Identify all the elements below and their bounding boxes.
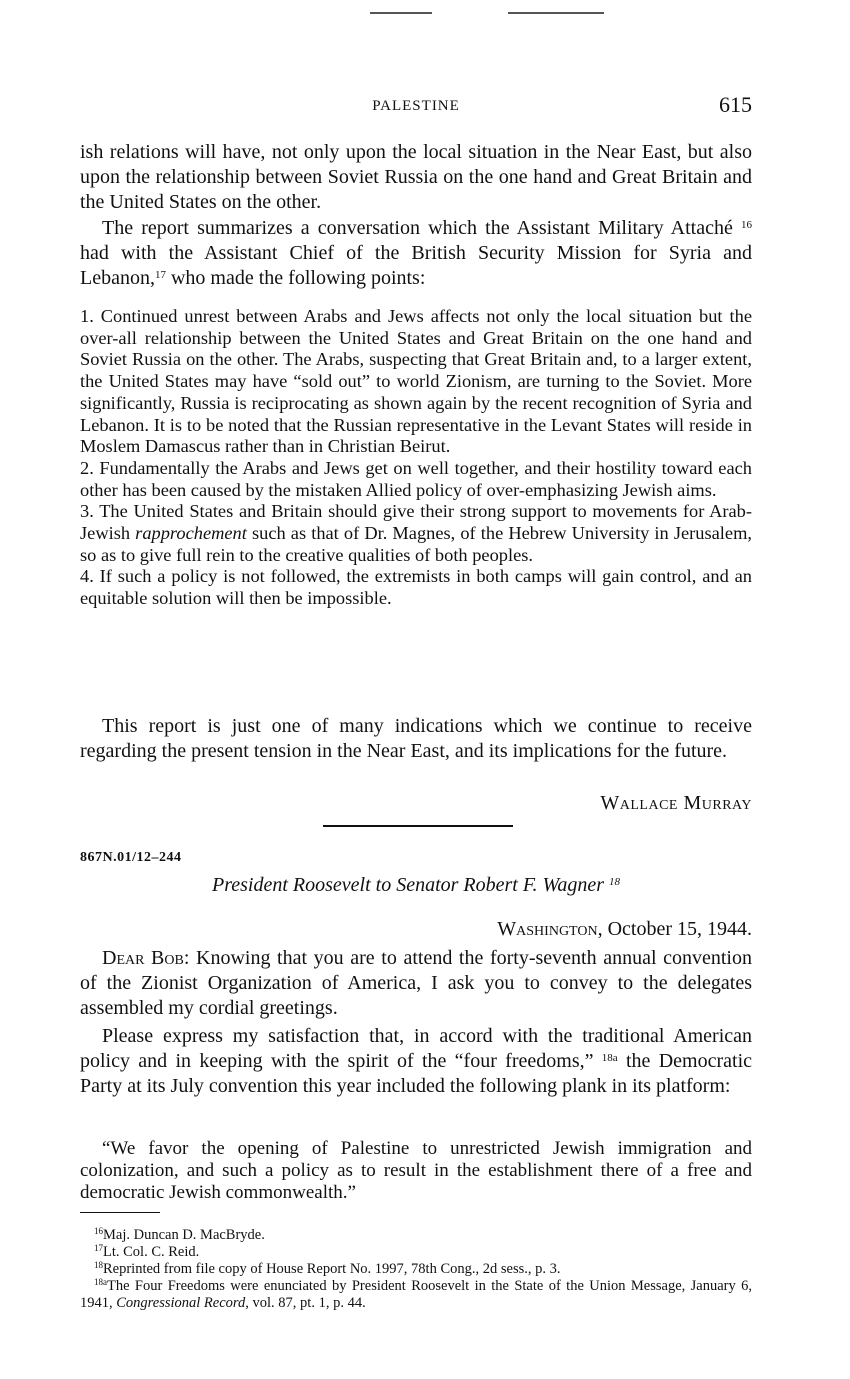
footnotes [80,1227,752,1312]
footnote-18: $^{18}$Reprinted from file copy of House Report No. 1997, 78th Cong., 2d sess., p. 3. [94,1260,561,1277]
intro-section [80,140,752,291]
letter-paragraph-1: Dear Bob: Knowing that you are to attend the forty-seventh annual convention of the Zionist Organization of America, I ask you to convey to the delegates assembled my cordial greetings. [80,947,752,1019]
footnote-16: $^{16}$Maj. Duncan D. MacBryde. [94,1226,265,1243]
running-header [80,92,752,122]
footnote-18a: $^{18a}$The Four Freedoms were enunciated by President Roosevelt in the State of the Union Message, January 6, 1941, Congressional Record, vol. 87, pt. 1, p. 44. [80,1277,752,1311]
intro-paragraph-1: ish relations will have, not only upon the local situation in the Near East, but also upon the relationship between Soviet Russia on the one hand and Great Britain and the United States on the other. [80,141,752,213]
running-title: PALESTINE [372,98,460,114]
top-ornament-right [508,12,604,14]
top-ornament-left [370,12,432,14]
point-4: 4. If such a policy is not followed, the extremists in both camps will gain control, and an equitable solution will then be impossible. [80,566,752,609]
footnote-ref-18a: 18a [601,1052,618,1064]
rapprochement-term: rapprochement [135,523,247,544]
point-3: 3. The United States and Britain should give their strong support to movements for Arab-Jewish rapprochement such as that of Dr. Magnes, of the Hebrew University in Jerusalem, so as to give full rein to the creative qualities of both peoples. [80,501,752,565]
intro-paragraph-2: The report summarizes a conversation which the Assistant Military Attaché $^{16}$ had with the Assistant Chief of the British Security Mission for Syria and Lebanon,$^{17}$ who made the following points: [80,217,752,289]
points-list [80,306,752,610]
file-reference: 867N.01/12–244 [80,850,182,865]
closing-paragraph: This report is just one of many indications which we continue to receive regarding the present tension in the Near East, and its implications for the future. [80,715,752,762]
page-number: 615 [719,92,752,117]
salutation: Dear Bob [102,947,184,969]
footnote-ref-18: 18 [608,876,620,888]
footnote-17: $^{17}$Lt. Col. C. Reid. [94,1243,200,1260]
letter-paragraph-2: Please express my satisfaction that, in accord with the traditional American policy and in keeping with the spirit of the “four freedoms,” $^{18a}$ the Democratic Party at its July convention this year included the following plank in its platform: [80,1025,753,1097]
point-2: 2. Fundamentally the Arabs and Jews get on well together, and their hostility toward each other has been caused by the mistaken Allied policy of over-emphasizing Jewish aims. [80,457,752,500]
platform-quote: “We favor the opening of Palestine to unrestricted Jewish immigration and colonization, and such a policy as to result in the establishment there of a free and democratic Jewish commonwealth.” [80,1138,752,1203]
signature: Wallace Murray [600,792,752,814]
letter-body [80,946,752,1099]
footnote-divider [80,1212,160,1213]
document-title: President Roosevelt to Senator Robert F. Wagner $^{18}$ [212,874,620,896]
footnote-ref-16: 16 [741,219,752,231]
dateline: Washington, October 15, 1944. [497,918,752,940]
point-1: 1. Continued unrest between Arabs and Jews affects not only the local situation but the over-all relationship between the United States and Great Britain on the one hand and Soviet Russia on the other. The Arabs, suspecting that Great Britain and, to a larger extent, the United States may have “sold out” to world Zionism, are turning to the Soviet. More significantly, Russia is reciprocating as shown again by the recent recognition of Syria and Lebanon. It is to be noted that the Russian representative in the Levant States will reside in Moslem Damascus rather than in Christian Beirut. [80,306,752,457]
section-divider [323,825,513,827]
footnote-ref-17: 17 [154,269,166,281]
